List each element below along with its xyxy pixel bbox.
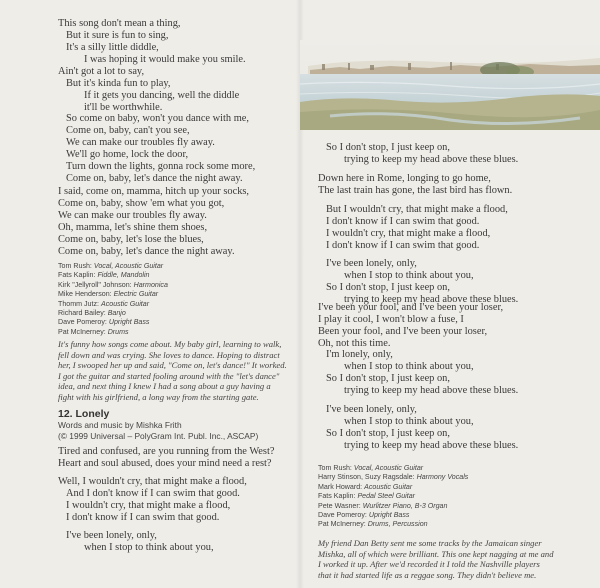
lyric-line: I wouldn't cry, that might make a flood, (326, 228, 491, 239)
credit-name: Fats Kaplin: (58, 271, 98, 280)
lyric-line: trying to keep my head above these blues. (344, 385, 519, 396)
liner-note-line: fight with his girlfriend, a long way from the starting gate. (58, 392, 259, 402)
credit-role: Harmonica (133, 280, 168, 289)
lyric-line: trying to keep my head above these blues. (344, 294, 519, 305)
credit-role: Upright Bass (108, 318, 150, 327)
lyric-line: I'm lonely, only, (326, 349, 393, 360)
credit-line (318, 511, 409, 520)
credit-name: Pete Wasner: (318, 501, 363, 510)
credit-line (318, 473, 468, 482)
lyric-line: Heart and soul abused, does your mind need a rest? (58, 458, 272, 469)
lyric-line: Come on, baby, show 'em what you got, (58, 198, 225, 209)
credit-line (58, 318, 149, 327)
credit-name: Mark Howard: (318, 482, 365, 491)
liner-note-line: her, I swooped her up and said, "Come on, let's dance!" It worked. (58, 360, 287, 371)
lyric-line: Come on, baby, let's dance the night away. (66, 173, 243, 184)
liner-note-line: I worked it up. After we'd recorded it I told the Nashville players (318, 559, 540, 570)
lyric-line: We can make our troubles fly away. (66, 137, 215, 148)
credit-line (318, 502, 447, 511)
lyric-line: We can make our troubles fly away. (58, 210, 207, 221)
credit-line (58, 281, 168, 290)
credit-name: Fats Kaplin: (318, 492, 358, 501)
lyric-line: I've been lonely, only, (326, 404, 417, 415)
credit-name: Richard Bailey: (58, 309, 108, 317)
credit-line (318, 483, 412, 492)
lyric-line: Tired and confused, are you running from the West? (58, 446, 275, 457)
lyric-line: Come on, baby, let's dance the night away. (58, 246, 235, 257)
credit-line (58, 290, 158, 299)
liner-note-line: It's funny how songs come about. My baby girl, learning to walk, (58, 339, 282, 349)
lyric-line: when I stop to think about you, (344, 416, 474, 427)
liner-note-line: fell down and was crying. She loves to dance. Hoping to distract (58, 349, 280, 360)
lyric-line: it'll be worthwhile. (84, 102, 163, 113)
liner-note-line: that it had started life as a reggae song. They didn't believe me. (318, 569, 537, 580)
credit-line (58, 309, 126, 318)
lyric-line: I've been lonely, only, (326, 258, 417, 269)
lyric-line: when I stop to think about you, (84, 542, 214, 553)
lyric-line: Down here in Rome, longing to go home, (318, 173, 491, 184)
liner-note-line: Mishka, all of which were brilliant. This one kept nagging at me and (318, 548, 554, 559)
lyric-line: I don't know if I can swim that good. (326, 216, 480, 227)
liner-note-line: idea, and next thing I knew I had a song about a guy having a (58, 381, 271, 392)
credit-role: Drums (107, 327, 129, 336)
lyric-line: Oh, mamma, let's shine them shoes, (58, 222, 208, 233)
credit-role: Vocal, Acoustic Guitar (353, 464, 424, 472)
credit-role: Harmony Vocals (416, 473, 469, 482)
credit-line (318, 464, 423, 473)
credit-role: Drums, Percussion (367, 520, 428, 529)
credit-role: Banjo (107, 309, 126, 317)
credit-name: Thomm Jutz: (58, 299, 101, 308)
song-writer: Words and music by Mishka Frith (58, 420, 182, 430)
lyric-line: I've been lonely, only, (66, 530, 157, 541)
credit-role: Wurlitzer Piano, B-3 Organ (362, 501, 448, 510)
credit-name: Pat McInerney: (318, 520, 368, 529)
credit-name: Dave Pomeroy: (58, 318, 109, 327)
lyric-line: trying to keep my head above these blues. (344, 440, 519, 451)
credit-name: Tom Rush: (58, 262, 94, 270)
credit-role: Electric Guitar (113, 290, 159, 299)
credit-role: Pedal Steel Guitar (357, 492, 416, 501)
lyric-line: Come on, baby, can't you see, (66, 125, 190, 136)
credit-name: Tom Rush: (318, 464, 354, 472)
lyric-line: I said, come on, mamma, hitch up your socks, (58, 186, 250, 197)
right-page (300, 0, 600, 588)
lyric-line: So come on baby, won't you dance with me, (66, 113, 249, 124)
song-title: 12. Lonely (58, 408, 110, 420)
credit-line (58, 328, 129, 337)
credit-line (58, 271, 150, 280)
lyric-line: I don't know if I can swim that good. (326, 240, 480, 251)
lyric-line: Ain't got a lot to say, (58, 66, 145, 77)
credit-role: Acoustic Guitar (364, 482, 413, 491)
lyric-line: Oh, not this time. (318, 338, 391, 349)
lyric-line: trying to keep my head above these blues. (344, 154, 519, 165)
lyric-line: when I stop to think about you, (344, 361, 474, 372)
lyric-line: So I don't stop, I just keep on, (326, 142, 450, 153)
lyric-line: Been your fool, and I've been your loser, (318, 326, 488, 337)
credit-role: Vocal, Acoustic Guitar (93, 262, 164, 270)
lyric-line: But it's kinda fun to play, (66, 78, 171, 89)
lyric-line: So I don't stop, I just keep on, (326, 282, 450, 293)
lyric-line: If it gets you dancing, well the diddle (84, 90, 240, 101)
landscape-painting (300, 40, 600, 130)
credit-role: Acoustic Guitar (100, 299, 150, 308)
credit-line (318, 492, 415, 501)
lyric-line: So I don't stop, I just keep on, (326, 428, 450, 439)
lyric-line: Well, I wouldn't cry, that might make a flood, (58, 476, 247, 487)
lyric-line: I play it cool, I won't blow a fuse, I (318, 314, 464, 325)
credit-line (58, 262, 163, 271)
lyric-line: I wouldn't cry, that might make a flood, (66, 500, 231, 511)
lyric-line: The last train has gone, the last bird has flown. (318, 185, 513, 196)
liner-note-line: I got the guitar and started fooling around with the "let's dance" (58, 370, 280, 381)
lyric-line: Come on, baby, let's lose the blues, (58, 234, 204, 245)
lyric-line: We'll go home, lock the door, (66, 149, 189, 160)
credit-line (318, 520, 428, 529)
credit-role: Upright Bass (368, 511, 410, 519)
lyric-line: when I stop to think about you, (344, 270, 474, 281)
liner-note-line: My friend Dan Betty sent me some tracks by the Jamaican singer (318, 538, 542, 548)
credit-role: Fiddle, Mandolin (97, 271, 150, 280)
lyric-line: I've been your fool, and I've been your loser, (318, 302, 504, 313)
lyric-line: I was hoping it would make you smile. (84, 54, 246, 65)
lyric-line: And I don't know if I can swim that good. (66, 488, 240, 499)
lyric-line: But I wouldn't cry, that might make a flood, (326, 204, 508, 215)
credit-line (58, 300, 149, 309)
lyric-line: Turn down the lights, gonna rock some more, (66, 161, 256, 172)
lyric-line: This song don't mean a thing, (58, 18, 181, 29)
song-copyright: (© 1999 Universal – PolyGram Int. Publ. Inc., ASCAP) (58, 431, 259, 441)
lyric-line: So I don't stop, I just keep on, (326, 373, 450, 384)
credit-name: Kirk "Jellyroll" Johnson: (58, 280, 134, 289)
lyric-line: But it sure is fun to sing, (66, 30, 169, 41)
lyric-line: It's a silly little diddle, (66, 42, 159, 53)
credit-name: Pat McInerney: (58, 327, 108, 336)
lyric-line: I don't know if I can swim that good. (66, 512, 220, 523)
credit-name: Mike Henderson: (58, 290, 114, 299)
credit-name: Harry Stinson, Suzy Ragsdale: (318, 473, 417, 482)
credit-name: Dave Pomeroy: (318, 511, 369, 519)
